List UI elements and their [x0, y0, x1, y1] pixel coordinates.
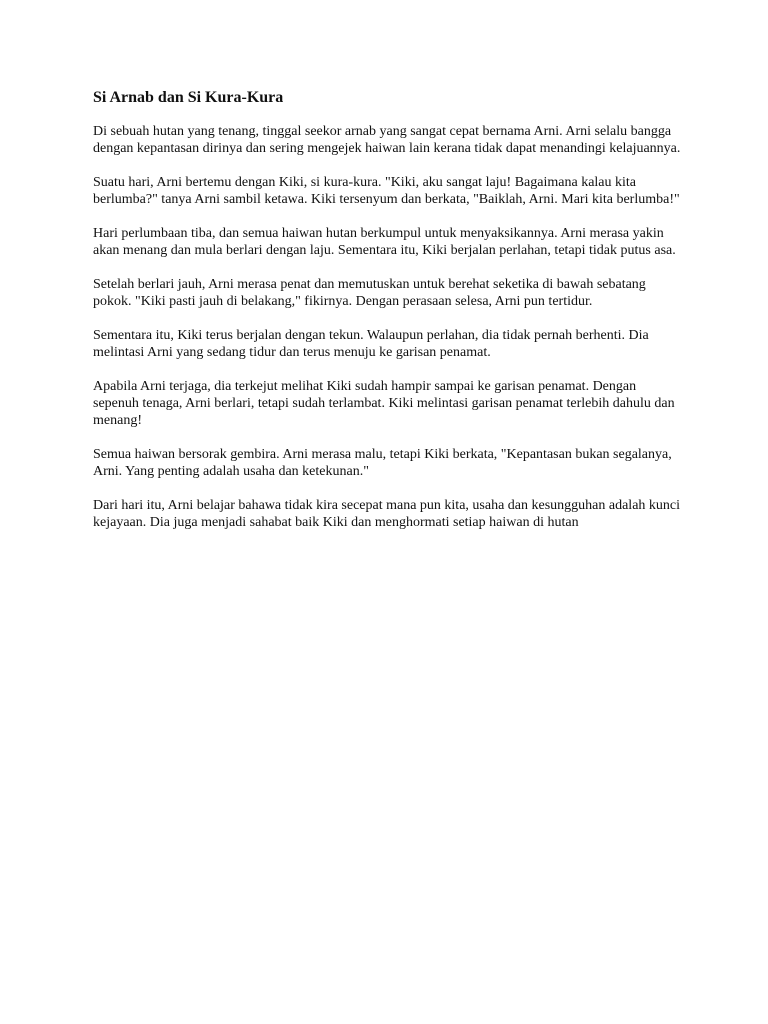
story-paragraph-6: Apabila Arni terjaga, dia terkejut melihat Kiki sudah hampir sampai ke garisan penamat. Dengan sepenuh tenaga, Arni berlari, tetapi sudah terlambat. Kiki melintasi garisan penamat terlebih dahulu dan menang! [93, 379, 675, 428]
story-paragraph-1: Di sebuah hutan yang tenang, tinggal seekor arnab yang sangat cepat bernama Arni. Arni selalu bangga dengan kepantasan dirinya dan sering mengejek haiwan lain kerana tidak dapat menandingi kelajuannya. [93, 124, 681, 156]
story-paragraph-7: Semua haiwan bersorak gembira. Arni merasa malu, tetapi Kiki berkata, "Kepantasan bukan segalanya, Arni. Yang penting adalah usaha dan ketekunan." [93, 447, 672, 479]
story-paragraph-5: Sementara itu, Kiki terus berjalan dengan tekun. Walaupun perlahan, dia tidak pernah berhenti. Dia melintasi Arni yang sedang tidur dan terus menuju ke garisan penamat. [93, 328, 649, 360]
document-title: Si Arnab dan Si Kura-Kura [93, 89, 284, 106]
document-page [93, 88, 683, 548]
story-paragraph-4: Setelah berlari jauh, Arni merasa penat dan memutuskan untuk berehat seketika di bawah sebatang pokok. "Kiki pasti jauh di belakang," fikirnya. Dengan perasaan selesa, Arni pun tertidur. [93, 277, 646, 309]
story-paragraph-8: Dari hari itu, Arni belajar bahawa tidak kira secepat mana pun kita, usaha dan kesungguhan adalah kunci kejayaan. Dia juga menjadi sahabat baik Kiki dan menghormati setiap haiwan di hutan [93, 498, 681, 530]
story-paragraph-3: Hari perlumbaan tiba, dan semua haiwan hutan berkumpul untuk menyaksikannya. Arni merasa yakin akan menang dan mula berlari dengan laju. Sementara itu, Kiki berjalan perlahan, tetapi tidak putus asa. [93, 226, 676, 258]
story-paragraph-2: Suatu hari, Arni bertemu dengan Kiki, si kura-kura. "Kiki, aku sangat laju! Bagaimana kalau kita berlumba?" tanya Arni sambil ketawa. Kiki tersenyum dan berkata, "Baiklah, Arni. Mari kita berlumba!" [93, 175, 680, 207]
